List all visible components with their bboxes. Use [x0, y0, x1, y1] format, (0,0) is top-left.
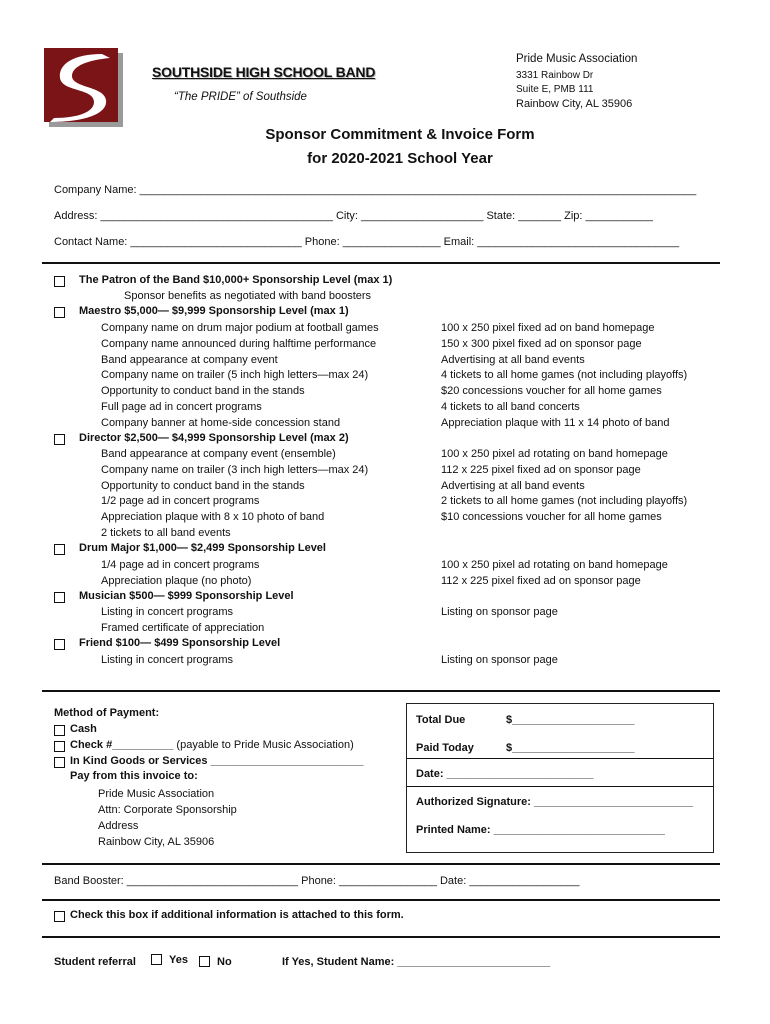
address-row-field[interactable]: Address: ______________________________________ City: ____________________ State: _______ Zip: ___________: [54, 210, 653, 222]
friend-benefits-left: [101, 653, 233, 669]
invoice-box: [406, 703, 714, 853]
list-item: 112 x 225 pixel fixed ad on sponsor page: [441, 574, 641, 587]
total-due-label: Total Due: [416, 714, 466, 726]
list-item: 1/4 page ad in concert programs: [101, 559, 260, 571]
referral-no-checkbox[interactable]: [199, 956, 210, 967]
friend-level-checkbox[interactable]: [54, 639, 65, 650]
pay-from-label: Pay from this invoice to:: [70, 770, 198, 782]
musician-level-heading: Musician $500— $999 Sponsorship Level: [79, 590, 294, 602]
list-item: Rainbow City, AL 35906: [98, 836, 215, 848]
list-item: 2 tickets to all home games (not including playoffs): [441, 495, 688, 508]
school-logo: [44, 48, 124, 128]
patron-level-heading: The Patron of the Band $10,000+ Sponsorship Level (max 1): [79, 274, 393, 286]
list-item: Listing in concert programs: [101, 606, 234, 618]
payment-method-heading: Method of Payment:: [54, 707, 160, 719]
invoice-divider: [407, 758, 713, 759]
friend-benefits-right: [441, 653, 558, 669]
list-item: $20 concessions voucher for all home games: [441, 385, 662, 398]
company-name-field[interactable]: Company Name: ___________________________________________________________________________________________: [54, 184, 697, 196]
drum-major-level-heading: Drum Major $1,000— $2,499 Sponsorship Level: [79, 542, 326, 554]
list-item: Full page ad in concert programs: [101, 400, 262, 413]
section-divider: [42, 936, 720, 938]
form-title: Sponsor Commitment & Invoice Form: [265, 126, 535, 143]
list-item: 112 x 225 pixel fixed ad on sponsor page: [441, 463, 641, 476]
list-item: $10 concessions voucher for all home games: [441, 511, 662, 524]
list-item: Attn: Corporate Sponsorship: [98, 804, 237, 816]
list-item: 1/2 page ad in concert programs: [101, 495, 260, 508]
invoice-date-field[interactable]: Date: ________________________: [416, 768, 594, 780]
list-item: 150 x 300 pixel fixed ad on sponsor page: [441, 337, 642, 350]
list-item: Company name announced during halftime performance: [101, 337, 377, 350]
list-item: 4 tickets to all band concerts: [441, 400, 580, 413]
list-item: Opportunity to conduct band in the stands: [101, 479, 305, 492]
musician-benefits-right: [441, 605, 558, 621]
list-item: 100 x 250 pixel fixed ad on band homepage: [441, 322, 655, 334]
list-item: Opportunity to conduct band in the stands: [101, 385, 305, 398]
list-item: Band appearance at company event (ensemble): [101, 448, 336, 460]
additional-info-label: Check this box if additional information is attached to this form.: [70, 909, 404, 921]
friend-level-heading: Friend $100— $499 Sponsorship Level: [79, 637, 281, 649]
list-item: Address: [98, 820, 139, 832]
org-name: Pride Music Association: [516, 53, 638, 65]
patron-level-checkbox[interactable]: [54, 276, 65, 287]
maestro-level-checkbox[interactable]: [54, 307, 65, 318]
director-benefits-right: [441, 447, 687, 526]
contact-row-field[interactable]: Contact Name: ____________________________ Phone: ________________ Email: _________________________________: [54, 236, 680, 248]
referral-yes-label: Yes: [169, 954, 188, 966]
form-subtitle: for 2020-2021 School Year: [307, 150, 493, 167]
director-benefits-left: [101, 447, 368, 542]
section-divider: [42, 863, 720, 865]
maestro-benefits-right: [441, 321, 687, 432]
referral-no-label: No: [217, 956, 232, 968]
musician-level-checkbox[interactable]: [54, 592, 65, 603]
list-item: Advertising at all band events: [441, 479, 585, 492]
org-address-line2: Suite E, PMB 111: [516, 84, 594, 95]
referral-yes-checkbox[interactable]: [151, 954, 162, 965]
list-item: Pride Music Association: [98, 788, 215, 800]
school-tagline: “The PRIDE” of Southside: [174, 91, 307, 103]
section-divider: [42, 262, 720, 264]
drum-major-level-checkbox[interactable]: [54, 544, 65, 555]
in-kind-checkbox[interactable]: [54, 757, 65, 768]
student-referral-label: Student referral: [54, 956, 136, 968]
check-label: [70, 739, 354, 751]
list-item: Appreciation plaque with 11 x 14 photo of band: [441, 416, 670, 429]
list-item: Company name on drum major podium at football games: [101, 322, 379, 334]
list-item: 100 x 250 pixel ad rotating on band homepage: [441, 448, 668, 460]
patron-level-subheading: Sponsor benefits as negotiated with band boosters: [124, 290, 372, 302]
list-item: Listing in concert programs: [101, 654, 234, 666]
list-item: Appreciation plaque (no photo): [101, 574, 252, 587]
invoice-divider: [407, 786, 713, 787]
list-item: 100 x 250 pixel ad rotating on band homepage: [441, 559, 668, 571]
maestro-benefits-left: [101, 321, 379, 432]
additional-info-checkbox[interactable]: [54, 911, 65, 922]
musician-benefits-left: [101, 605, 264, 637]
printed-name-field[interactable]: Printed Name: ____________________________: [416, 824, 665, 836]
maestro-level-heading: Maestro $5,000— $9,999 Sponsorship Level (max 1): [79, 305, 349, 317]
authorized-signature-field[interactable]: Authorized Signature: __________________________: [416, 796, 694, 808]
list-item: Listing on sponsor page: [441, 606, 558, 618]
list-item: 4 tickets to all home games (not including playoffs): [441, 369, 688, 382]
school-name: SOUTHSIDE HIGH SCHOOL BAND: [152, 64, 376, 80]
list-item: Company name on trailer (5 inch high letters—max 24): [101, 369, 369, 382]
list-item: Advertising at all band events: [441, 353, 585, 366]
drum-major-benefits-left: [101, 558, 259, 590]
total-due-field[interactable]: $____________________: [506, 714, 635, 726]
paid-today-field[interactable]: $____________________: [506, 742, 635, 754]
band-booster-row[interactable]: Band Booster: ____________________________ Phone: ________________ Date: __________________: [54, 875, 580, 887]
list-item: Company name on trailer (3 inch high letters—max 24): [101, 463, 369, 476]
remit-address: [98, 786, 237, 850]
section-divider: [42, 690, 720, 692]
list-item: Company banner at home-side concession stand: [101, 416, 341, 429]
director-level-heading: Director $2,500— $4,999 Sponsorship Level (max 2): [79, 432, 349, 444]
check-number-field[interactable]: Check #__________: [70, 739, 174, 751]
director-level-checkbox[interactable]: [54, 434, 65, 445]
cash-label: Cash: [70, 723, 97, 735]
drum-major-benefits-right: [441, 558, 668, 590]
list-item: Framed certificate of appreciation: [101, 621, 265, 634]
paid-today-label: Paid Today: [416, 742, 474, 754]
cash-checkbox[interactable]: [54, 725, 65, 736]
student-name-field[interactable]: If Yes, Student Name: _________________________: [282, 956, 551, 968]
list-item: Appreciation plaque with 8 x 10 photo of band: [101, 511, 325, 524]
org-address-line1: 3331 Rainbow Dr: [516, 70, 594, 81]
org-address-line3: Rainbow City, AL 35906: [516, 98, 633, 110]
list-item: Listing on sponsor page: [441, 654, 558, 666]
list-item: 2 tickets to all band events: [101, 526, 231, 539]
check-payable-note: (payable to Pride Music Association): [173, 739, 354, 751]
list-item: Band appearance at company event: [101, 353, 278, 366]
section-divider: [42, 899, 720, 901]
check-checkbox[interactable]: [54, 741, 65, 752]
in-kind-field[interactable]: In Kind Goods or Services _________________________: [70, 755, 364, 767]
